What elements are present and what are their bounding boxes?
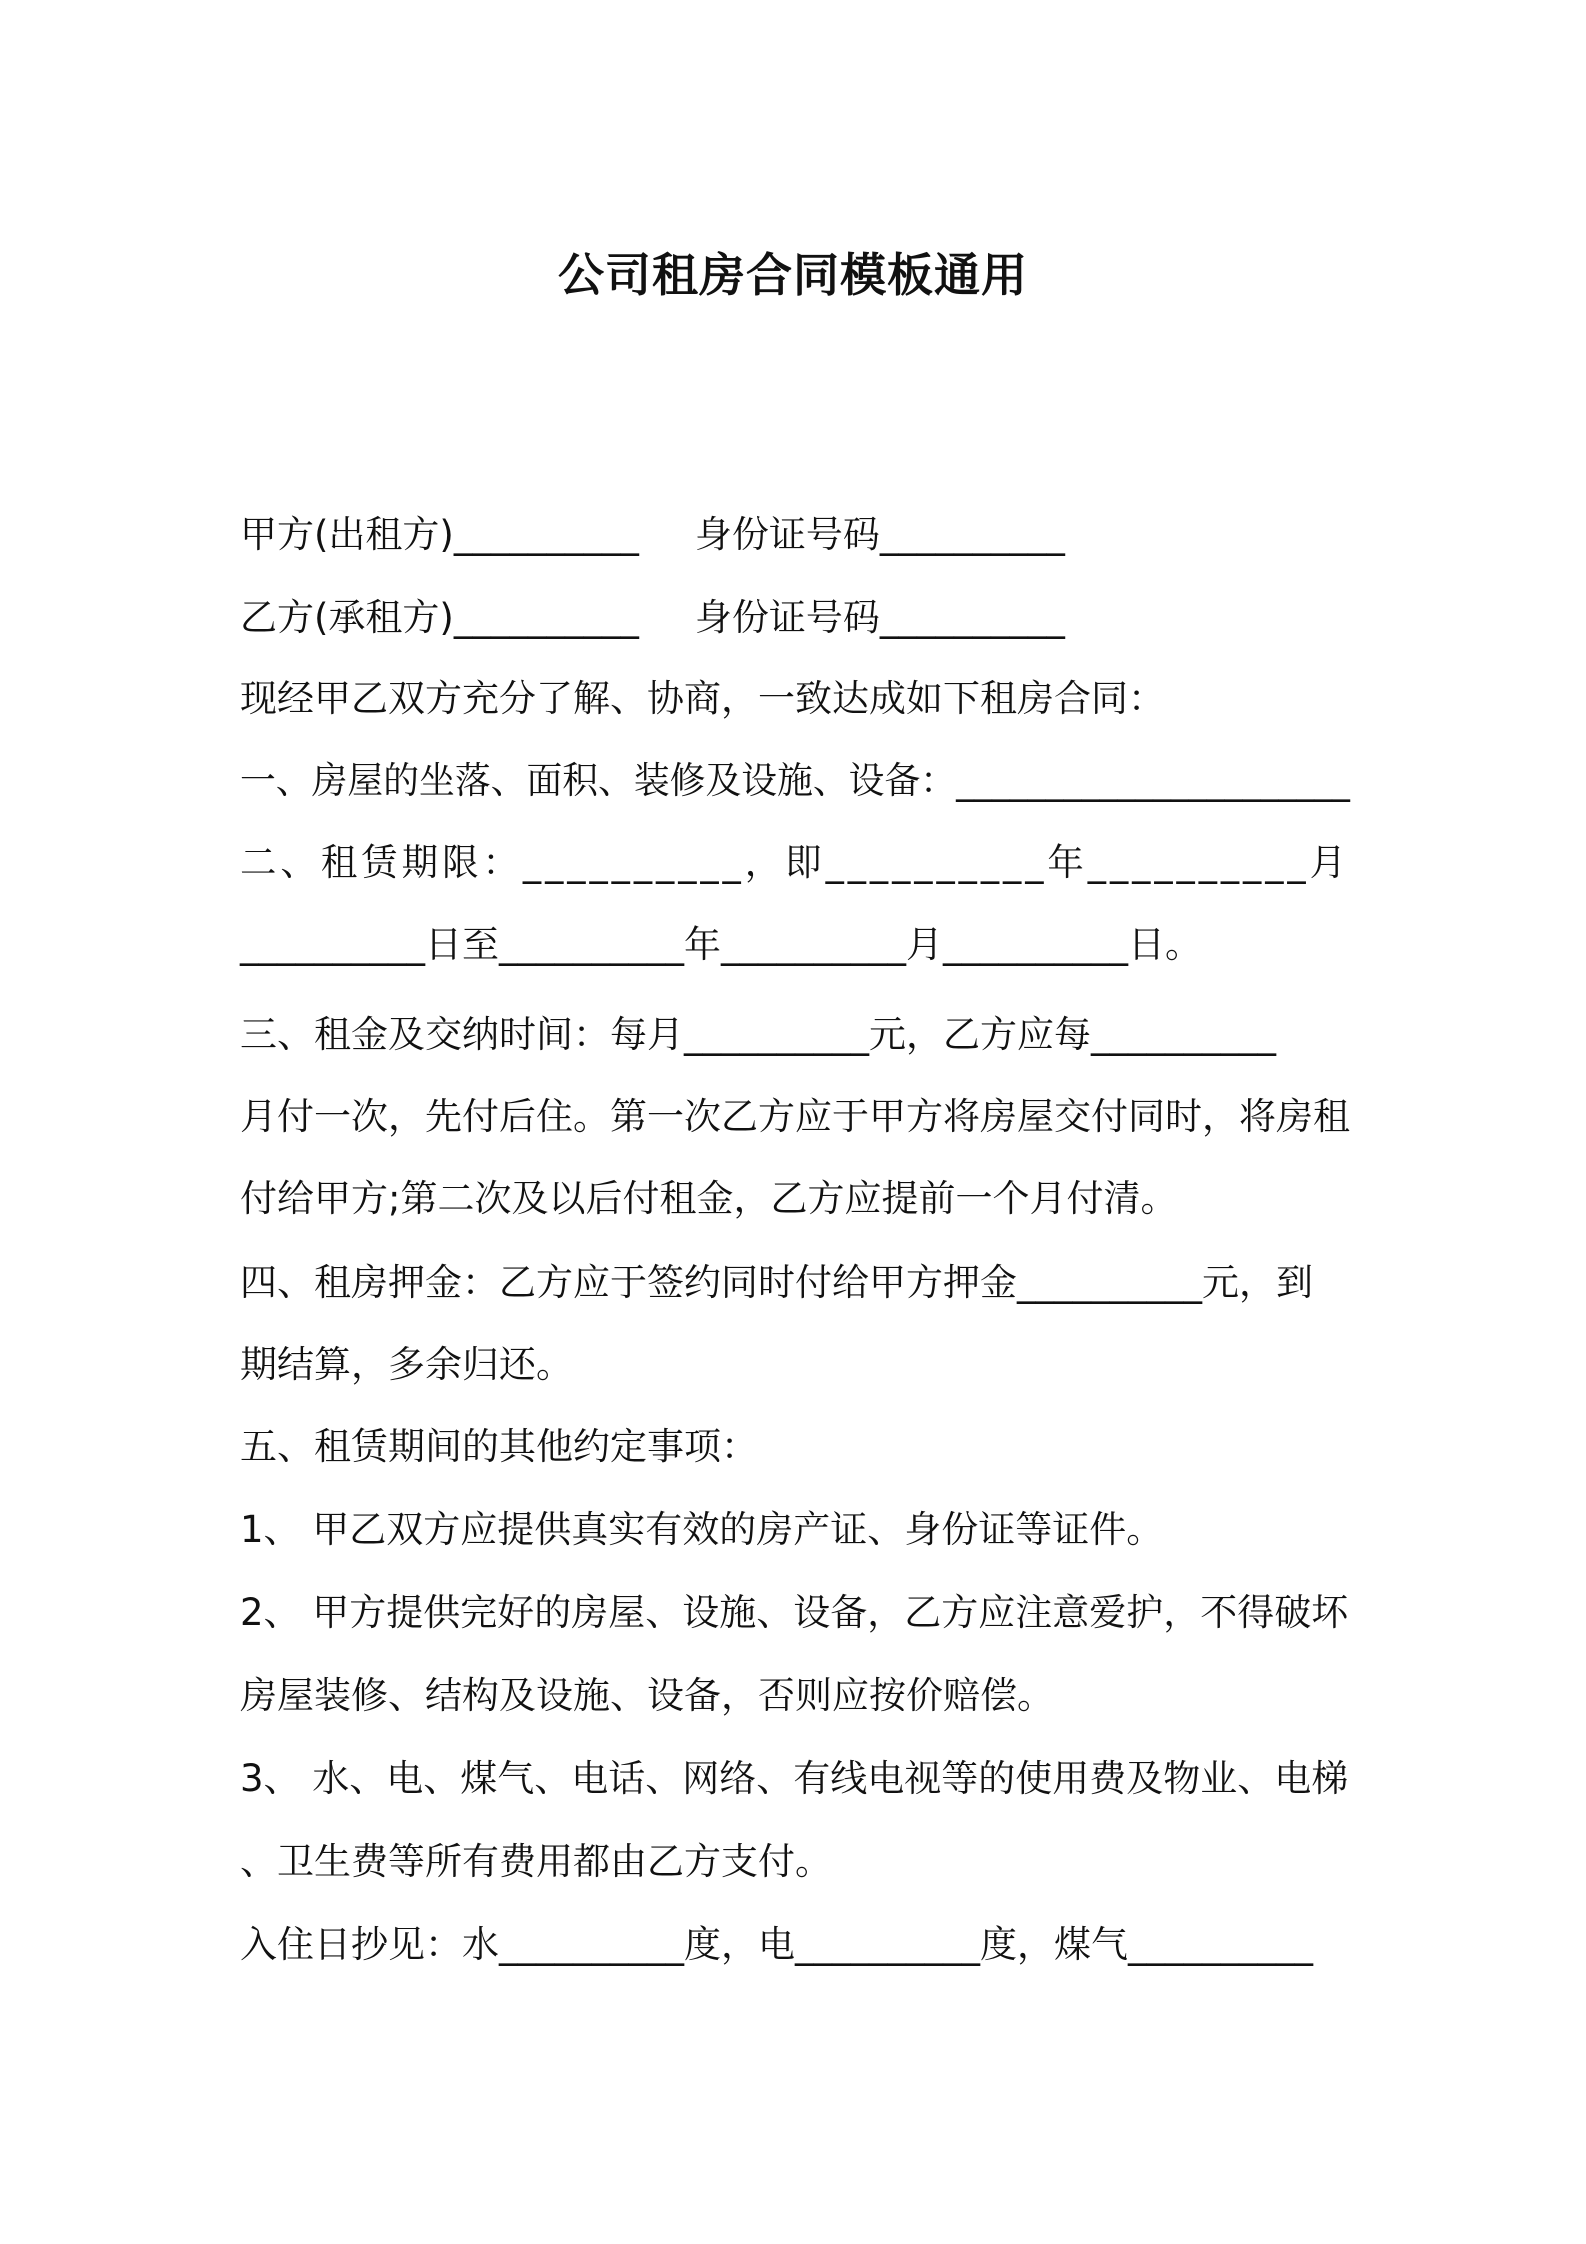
- meter-reading-line: 入住日抄见：水__________度，电__________度，煤气__________: [240, 1923, 1313, 1966]
- clause-4-line-2: 期结算，多余归还。: [240, 1343, 573, 1386]
- page-title: 公司租房合同模板通用: [558, 248, 1028, 302]
- clause-3-line-3: 付给甲方;第二次及以后付租金，乙方应提前一个月付清。: [240, 1177, 1178, 1220]
- clause-5-item-2-line-2: 房屋装修、结构及设施、设备，否则应按价赔偿。: [240, 1674, 1054, 1717]
- party-b-label: 乙方(承租方)__________: [240, 596, 639, 639]
- clause-2-line-1: 二、租赁期限：__________，即__________年__________月: [240, 841, 1351, 884]
- clause-1: 一、房屋的坐落、面积、装修及设施、设备：______________________: [240, 759, 1350, 802]
- clause-5-item-2-line-1: 2、 甲方提供完好的房屋、设施、设备，乙方应注意爱护，不得破坏: [240, 1591, 1349, 1634]
- party-a-row: [240, 513, 1065, 556]
- preamble: 现经甲乙双方充分了解、协商，一致达成如下租房合同：: [240, 677, 1165, 720]
- clause-3-line-2: 月付一次，先付后住。第一次乙方应于甲方将房屋交付同时，将房租: [240, 1095, 1350, 1138]
- clause-3-line-1: 三、租金及交纳时间：每月__________元，乙方应每__________: [240, 1013, 1276, 1056]
- party-b-row: [240, 596, 1065, 639]
- clause-5-item-3-line-1: 3、 水、电、煤气、电话、网络、有线电视等的使用费及物业、电梯: [240, 1757, 1349, 1800]
- party-a-id-label: 身份证号码__________: [694, 513, 1065, 556]
- party-b-id-label: 身份证号码__________: [694, 596, 1065, 639]
- clause-4-line-1: 四、租房押金：乙方应于签约同时付给甲方押金__________元，到: [240, 1261, 1313, 1304]
- clause-5-item-3-line-2: 、卫生费等所有费用都由乙方支付。: [240, 1840, 832, 1883]
- clause-5-item-1: 1、 甲乙双方应提供真实有效的房产证、身份证等证件。: [240, 1508, 1164, 1551]
- clause-2-line-2: __________日至__________年__________月__________日。: [240, 923, 1202, 966]
- party-a-label: 甲方(出租方)__________: [240, 513, 639, 556]
- clause-5-heading: 五、租赁期间的其他约定事项：: [240, 1425, 758, 1468]
